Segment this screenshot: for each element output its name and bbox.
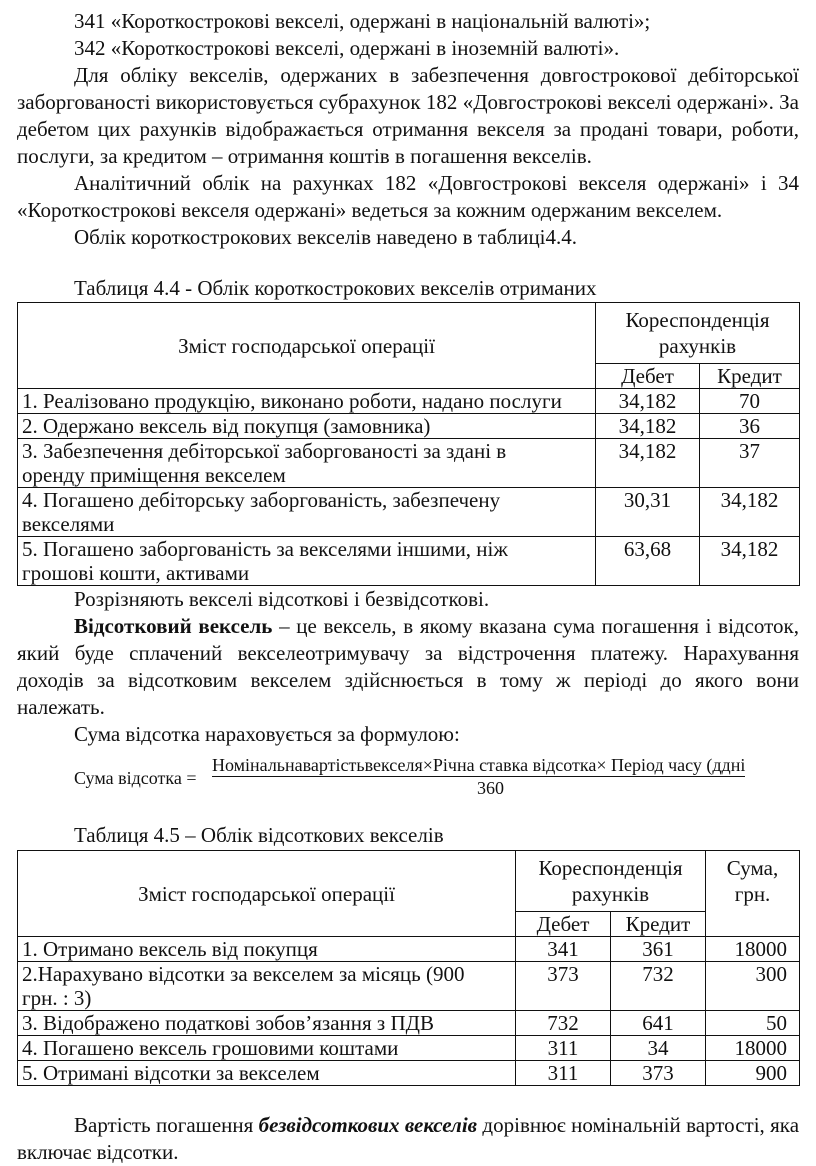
table-4-5-header-debit: Дебет [516,912,611,937]
sum-cell: 300 [706,962,800,1011]
table-row [18,537,800,586]
debit-cell: 311 [516,1061,611,1086]
operation-cell: 3. Забезпечення дебіторської заборгованості за здані в оренду приміщення векселем [18,439,596,488]
table-4-5-header-correspondence: Кореспонденція рахунків [516,851,706,912]
paragraph-subaccount-182: Для обліку векселів, одержаних в забезпечення довгострокової дебіторської заборгованості використовується субрахунок 182 «Довгострокові векселі одержані». За дебетом цих рахунків відображається отримання векселя за продані товари, роботи, послуги, за кредитом – отримання коштів в погашення векселів. [17,63,799,168]
table-row [18,389,800,414]
debit-cell: 34,182 [596,414,700,439]
debit-cell: 34,182 [596,389,700,414]
operation-cell: 4. Погашено дебіторську заборгованість, забезпечену векселями [18,488,596,537]
table-4-4-header-credit: Кредит [700,364,800,389]
interest-formula [17,754,799,800]
table-row [18,937,800,962]
sum-cell: 18000 [706,1036,800,1061]
formula-denominator: 360 [477,778,504,798]
closing-text-after: дорівнює номінальній вартості, яка включає відсотки. [17,1113,800,1164]
formula-lhs: Сума відсотка = [74,768,197,788]
table-4-4-header-debit: Дебет [596,364,700,389]
debit-cell: 373 [516,962,611,1011]
paragraph-table-reference: Облік короткострокових векселів наведено в таблиці4.4. [74,225,578,249]
credit-cell: 37 [700,439,800,488]
table-4-4-caption: Таблиця 4.4 - Облік короткострокових векселів отриманих [74,276,597,300]
line-341: 341 «Короткострокові векселі, одержані в національній валюті»; [74,9,651,33]
table-4-5-header-credit: Кредит [611,912,706,937]
operation-cell: 3. Відображено податкові зобов’язання з ПДВ [18,1011,516,1036]
debit-cell: 341 [516,937,611,962]
line-342: 342 «Короткострокові векселі, одержані в іноземній валюті». [74,36,620,60]
table-row [18,414,800,439]
table-4-4 [17,302,800,586]
operation-cell: 4. Погашено вексель грошовими коштами [18,1036,516,1061]
paragraph-formula-intro: Сума відсотка нараховується за формулою: [74,722,460,746]
closing-text-before: Вартість погашення [74,1113,259,1137]
paragraph-bill-types: Розрізняють векселі відсоткові і безвідсоткові. [74,587,490,611]
operation-cell: 5. Отримані відсотки за векселем [18,1061,516,1086]
paragraph-non-interest-bills [17,1112,799,1166]
credit-cell: 34,182 [700,537,800,586]
paragraph-interest-bill-text: – це вексель, в якому вказана сума погашення і відсоток, який буде сплачений векселеотримувачу за відстрочення платежу. Нарахування доходів за відсотковим векселем здійснюється в тому ж періоді до якого вони належать. [17,614,800,719]
table-row [18,1011,800,1036]
operation-cell: 1. Реалізовано продукцію, виконано роботи, надано послуги [18,389,596,414]
sum-cell: 50 [706,1011,800,1036]
credit-cell: 36 [700,414,800,439]
credit-cell: 373 [611,1061,706,1086]
credit-cell: 34 [611,1036,706,1061]
table-row [18,1036,800,1061]
credit-cell: 641 [611,1011,706,1036]
debit-cell: 34,182 [596,439,700,488]
debit-cell: 311 [516,1036,611,1061]
paragraph-analytic-accounting: Аналітичний облік на рахунках 182 «Довгострокові векселя одержані» і 34 «Короткострокові векселя одержані» ведеться за кожним одержаним векселем. [17,171,799,222]
debit-cell: 63,68 [596,537,700,586]
table-4-5-caption: Таблиця 4.5 – Облік відсоткових векселів [74,823,444,847]
table-4-4-header-correspondence: Кореспонденція рахунків [596,303,800,364]
formula-numerator: Номінальнавартістьвекселя×Річна ставка відсотка× Період часу (ддні [212,755,746,775]
operation-cell: 2.Нарахувано відсотки за векселем за місяць (900 грн. : 3) [18,962,516,1011]
credit-cell: 732 [611,962,706,1011]
sum-cell: 18000 [706,937,800,962]
sum-cell: 900 [706,1061,800,1086]
operation-cell: 1. Отримано вексель від покупця [18,937,516,962]
operation-cell: 5. Погашено заборгованість за векселями іншими, ніж грошові кошти, активами [18,537,596,586]
credit-cell: 70 [700,389,800,414]
table-4-5-header-operation: Зміст господарської операції [18,851,516,937]
paragraph-interest-bill [17,613,799,721]
term-non-interest-bills: безвідсоткових векселів [258,1113,478,1137]
table-row [18,1061,800,1086]
operation-cell: 2. Одержано вексель від покупця (замовника) [18,414,596,439]
table-row [18,439,800,488]
table-4-5 [17,850,800,1086]
debit-cell: 732 [516,1011,611,1036]
table-4-5-header-sum: Сума, грн. [706,851,800,937]
term-interest-bill: Відсотковий вексель [74,614,273,638]
debit-cell: 30,31 [596,488,700,537]
table-row [18,488,800,537]
credit-cell: 361 [611,937,706,962]
table-row [18,962,800,1011]
document-page [17,8,799,1166]
table-4-4-header-operation: Зміст господарської операції [18,303,596,389]
credit-cell: 34,182 [700,488,800,537]
